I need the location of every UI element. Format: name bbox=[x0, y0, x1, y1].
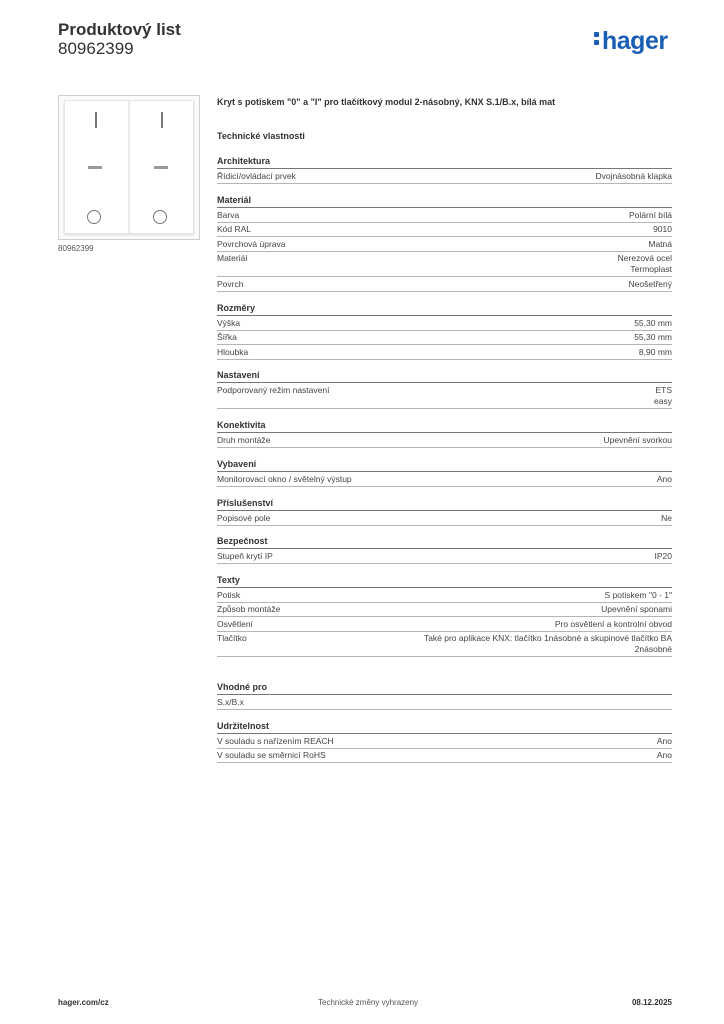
spec-value: Upevnění sponami bbox=[601, 604, 672, 614]
spec-value: Pro osvětlení a kontrolní obvod bbox=[554, 618, 672, 629]
section-title: Materiál bbox=[217, 194, 672, 208]
spec-label: Popisové pole bbox=[217, 512, 271, 523]
spec-row bbox=[217, 617, 672, 632]
spec-label: Tlačítko bbox=[217, 633, 247, 643]
spec-row bbox=[217, 549, 672, 564]
spec-row bbox=[217, 316, 672, 331]
product-image bbox=[58, 95, 200, 240]
spec-section bbox=[217, 535, 672, 564]
spec-value: Ne bbox=[661, 512, 672, 523]
spec-row bbox=[217, 331, 672, 346]
spec-row bbox=[217, 472, 672, 487]
spec-row bbox=[217, 734, 672, 749]
product-code: 80962399 bbox=[58, 39, 134, 58]
image-caption: 80962399 bbox=[58, 244, 94, 253]
spec-label: Stupeň krytí IP bbox=[217, 550, 273, 561]
spec-label: Povrchová úprava bbox=[217, 238, 286, 249]
led-window-icon bbox=[88, 166, 102, 169]
page-title: Produktový list bbox=[58, 20, 181, 39]
left-rocker bbox=[64, 100, 128, 234]
spec-value: IP20 bbox=[654, 550, 672, 561]
section-title: Architektura bbox=[217, 155, 672, 169]
spec-label: Potisk bbox=[217, 589, 241, 600]
section-title: Vhodné pro bbox=[217, 681, 672, 695]
spec-label: Osvětlení bbox=[217, 618, 253, 629]
spec-label: Výška bbox=[217, 317, 241, 328]
spec-label: S.x/B.x bbox=[217, 696, 244, 707]
spec-value: Matná bbox=[648, 238, 672, 249]
spec-label: Hloubka bbox=[217, 346, 249, 357]
spec-section bbox=[217, 681, 672, 710]
section-title: Příslušenství bbox=[217, 497, 672, 511]
spec-value: Ano bbox=[656, 750, 672, 760]
spec-row bbox=[217, 632, 672, 658]
spec-row bbox=[217, 169, 672, 184]
footer-website: hager.com/cz bbox=[58, 998, 109, 1007]
logo-mark-icon bbox=[594, 27, 601, 49]
spec-value: Dvojnásobná klapka bbox=[595, 170, 672, 181]
spec-section bbox=[217, 497, 672, 526]
spec-section bbox=[217, 302, 672, 360]
spec-label: Barva bbox=[217, 209, 240, 220]
spec-label: Povrch bbox=[217, 278, 244, 289]
on-symbol-icon bbox=[161, 112, 163, 128]
spec-row bbox=[217, 433, 672, 448]
spec-value: Polární bílá bbox=[629, 209, 672, 220]
spec-row bbox=[217, 345, 672, 360]
led-window-icon bbox=[154, 166, 168, 169]
section-title: Rozměry bbox=[217, 302, 672, 316]
spec-row bbox=[217, 277, 672, 292]
spec-value: 55,30 mm bbox=[634, 317, 672, 328]
spec-row bbox=[217, 237, 672, 252]
section-title: Texty bbox=[217, 574, 672, 588]
spec-section bbox=[217, 574, 672, 657]
spec-value: S potiskem "0 - 1" bbox=[604, 589, 672, 600]
spec-label: Řídicí/ovládací prvek bbox=[217, 170, 296, 181]
product-description: Kryt s potiskem "0" a "I" pro tlačítkový modul 2-násobný, KNX S.1/B.x, bílá mat bbox=[217, 97, 556, 107]
spec-row bbox=[217, 511, 672, 526]
spec-section bbox=[217, 194, 672, 292]
switch-plate bbox=[64, 100, 194, 234]
spec-row bbox=[217, 695, 672, 710]
spec-value: 8,90 mm bbox=[638, 346, 672, 357]
spec-label: Šířka bbox=[217, 332, 237, 342]
spec-section bbox=[217, 458, 672, 487]
spec-value: Nerezová ocel Termoplast bbox=[617, 253, 672, 274]
spec-value: 9010 bbox=[653, 224, 672, 234]
spec-label: V souladu s nařízením REACH bbox=[217, 735, 334, 746]
spec-row bbox=[217, 588, 672, 603]
spec-value: Ano bbox=[656, 735, 672, 746]
spec-label: Materiál bbox=[217, 253, 248, 263]
spec-section bbox=[217, 720, 672, 763]
hager-logo bbox=[594, 27, 668, 56]
spec-label: Podporovaný režim nastavení bbox=[217, 384, 330, 395]
spec-row bbox=[217, 223, 672, 238]
right-rocker bbox=[130, 100, 194, 234]
spec-section bbox=[217, 155, 672, 184]
footer-date: 08.12.2025 bbox=[631, 998, 672, 1007]
spec-label: Způsob montáže bbox=[217, 604, 281, 614]
spec-value: Neošetřený bbox=[628, 278, 672, 289]
logo-text: hager bbox=[602, 27, 668, 55]
footer-notice: Technické změny vyhrazeny bbox=[318, 998, 419, 1007]
section-title: Vybavení bbox=[217, 458, 672, 472]
spec-value: Také pro aplikace KNX: tlačítko 1násobné a skupinové tlačítko BA 2násobné bbox=[423, 633, 672, 654]
spec-label: Druh montáže bbox=[217, 434, 271, 445]
section-title: Bezpečnost bbox=[217, 535, 672, 549]
spec-label: V souladu se směrnicí RoHS bbox=[217, 750, 326, 760]
spec-value: Ano bbox=[656, 473, 672, 484]
spec-value: 55,30 mm bbox=[634, 332, 672, 342]
spec-row bbox=[217, 603, 672, 618]
section-title: Udržitelnost bbox=[217, 720, 672, 734]
spec-label: Kód RAL bbox=[217, 224, 252, 234]
spec-row bbox=[217, 749, 672, 764]
spec-row bbox=[217, 208, 672, 223]
section-title: Nastavení bbox=[217, 369, 672, 383]
section-subheading: Technické vlastnosti bbox=[217, 131, 305, 141]
spec-value: ETS easy bbox=[654, 384, 672, 406]
on-symbol-icon bbox=[95, 112, 97, 128]
spec-section bbox=[217, 419, 672, 448]
spec-section bbox=[217, 369, 672, 409]
spec-label: Monitorovací okno / světelný výstup bbox=[217, 473, 352, 484]
spec-value: Upevnění svorkou bbox=[603, 434, 672, 445]
spec-row bbox=[217, 383, 672, 409]
off-symbol-icon bbox=[153, 210, 167, 224]
off-symbol-icon bbox=[87, 210, 101, 224]
spec-row bbox=[217, 252, 672, 278]
section-title: Konektivita bbox=[217, 419, 672, 433]
